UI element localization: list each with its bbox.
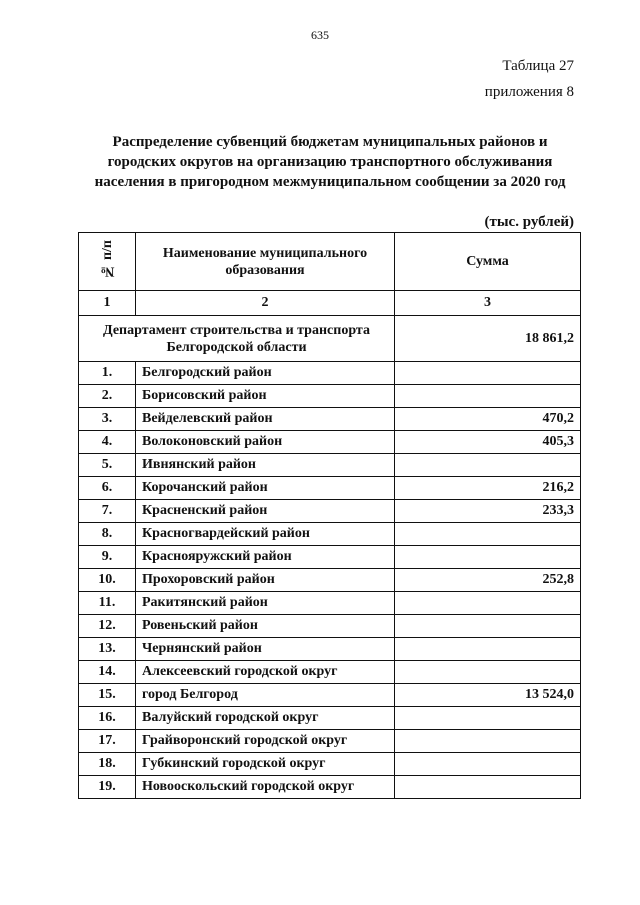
- row-number: 5.: [79, 454, 136, 477]
- table-row: [79, 477, 581, 500]
- header-sum: Сумма: [395, 233, 581, 291]
- row-sum: 216,2: [395, 477, 581, 500]
- department-name: Департамент строительства и транспорта Белгородской области: [79, 316, 395, 362]
- row-name: Валуйский городской округ: [136, 707, 395, 730]
- table-row: [79, 546, 581, 569]
- table-row: [79, 523, 581, 546]
- row-sum: [395, 546, 581, 569]
- table-row: [79, 730, 581, 753]
- row-sum: [395, 638, 581, 661]
- col-number-1: 1: [79, 291, 136, 316]
- table-row: [79, 638, 581, 661]
- table-row: [79, 707, 581, 730]
- row-sum: [395, 362, 581, 385]
- department-sum: 18 861,2: [395, 316, 581, 362]
- row-name: Губкинский городской округ: [136, 753, 395, 776]
- header-name: Наименование муниципального образования: [136, 233, 395, 291]
- row-number: 17.: [79, 730, 136, 753]
- row-number: 8.: [79, 523, 136, 546]
- row-name: Новооскольский городской округ: [136, 776, 395, 799]
- row-number: 18.: [79, 753, 136, 776]
- header-num-label: № п/п: [99, 239, 115, 279]
- table-row: [79, 661, 581, 684]
- table-row: [79, 776, 581, 799]
- row-number: 7.: [79, 500, 136, 523]
- row-number: 3.: [79, 408, 136, 431]
- row-name: Краснояружский район: [136, 546, 395, 569]
- row-sum: [395, 661, 581, 684]
- table-ref-line1: Таблица 27: [502, 58, 574, 74]
- col-number-3: 3: [395, 291, 581, 316]
- row-name: Алексеевский городской округ: [136, 661, 395, 684]
- row-name: Волоконовский район: [136, 431, 395, 454]
- row-name: Вейделевский район: [136, 408, 395, 431]
- row-number: 1.: [79, 362, 136, 385]
- row-number: 6.: [79, 477, 136, 500]
- table-row: [79, 592, 581, 615]
- row-number: 11.: [79, 592, 136, 615]
- row-number: 16.: [79, 707, 136, 730]
- document-title: [80, 132, 580, 192]
- row-sum: [395, 615, 581, 638]
- row-sum: 13 524,0: [395, 684, 581, 707]
- table-row: [79, 431, 581, 454]
- row-name: Борисовский район: [136, 385, 395, 408]
- table-row: [79, 362, 581, 385]
- table-row: [79, 684, 581, 707]
- title-line1: Распределение субвенций бюджетам муниципальных районов и: [112, 134, 548, 150]
- table-ref-line2: приложения 8: [484, 84, 574, 100]
- row-name: Прохоровский район: [136, 569, 395, 592]
- table-row: [79, 500, 581, 523]
- row-name: Ивнянский район: [136, 454, 395, 477]
- row-number: 2.: [79, 385, 136, 408]
- row-name: Белгородский район: [136, 362, 395, 385]
- row-sum: [395, 385, 581, 408]
- row-sum: [395, 454, 581, 477]
- table-row: [79, 569, 581, 592]
- row-number: 10.: [79, 569, 136, 592]
- row-sum: 233,3: [395, 500, 581, 523]
- title-line2: городских округов на организацию транспортного обслуживания: [107, 154, 553, 170]
- table-row: [79, 385, 581, 408]
- row-number: 19.: [79, 776, 136, 799]
- column-number-row: [79, 291, 581, 316]
- page-number: 635: [311, 28, 329, 42]
- row-name: Красногвардейский район: [136, 523, 395, 546]
- title-line3: населения в пригородном межмуниципальном сообщении за 2020 год: [94, 174, 566, 190]
- row-sum: [395, 776, 581, 799]
- row-number: 9.: [79, 546, 136, 569]
- row-sum: [395, 730, 581, 753]
- row-sum: [395, 707, 581, 730]
- row-name: Красненский район: [136, 500, 395, 523]
- row-name: Ровеньский район: [136, 615, 395, 638]
- table-row: [79, 408, 581, 431]
- table-row: [79, 615, 581, 638]
- header-row: [79, 233, 581, 291]
- row-number: 14.: [79, 661, 136, 684]
- table-row: [79, 454, 581, 477]
- units-label: (тыс. рублей): [484, 214, 574, 230]
- row-sum: 470,2: [395, 408, 581, 431]
- row-name: город Белгород: [136, 684, 395, 707]
- row-number: 15.: [79, 684, 136, 707]
- department-row: [79, 316, 581, 362]
- row-number: 4.: [79, 431, 136, 454]
- row-number: 12.: [79, 615, 136, 638]
- subsidy-table: [78, 232, 581, 799]
- table-row: [79, 753, 581, 776]
- row-name: Ракитянский район: [136, 592, 395, 615]
- row-name: Корочанский район: [136, 477, 395, 500]
- row-name: Грайворонский городской округ: [136, 730, 395, 753]
- row-sum: [395, 523, 581, 546]
- row-sum: 252,8: [395, 569, 581, 592]
- row-sum: [395, 753, 581, 776]
- row-number: 13.: [79, 638, 136, 661]
- header-num: [79, 233, 136, 291]
- row-name: Чернянский район: [136, 638, 395, 661]
- row-sum: [395, 592, 581, 615]
- row-sum: 405,3: [395, 431, 581, 454]
- col-number-2: 2: [136, 291, 395, 316]
